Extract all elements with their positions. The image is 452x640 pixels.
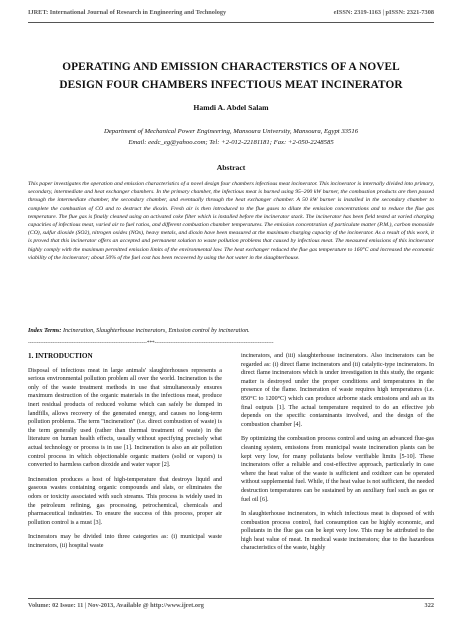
- paragraph: By optimizing the combustion process control and using an advanced flue-gas cleaning system, emissions from municipal waste incineration plants can be kept very low, for many pollutants below verifiable limits [5-10]. These incinerators offer a reliable and cost-effective approach, particularly in case where the heat value of the waste is sufficient and oxidizer can be operated without supplemental fuel. While, if the heat value is not sufficient, the needed destruction temperatures can be sustained by an auxiliary fuel such as gas or fuel oil [6].: [241, 436, 434, 503]
- author-name: Hamdi A. Abdel Salam: [193, 103, 269, 112]
- title-line-2: DESIGN FOUR CHAMBERS INFECTIOUS MEAT INCINERATOR: [59, 79, 403, 91]
- running-footer: [28, 602, 434, 609]
- volume-info: Volume: 02 Issue: 11 | Nov-2013, Available @ http://www.ijret.org: [28, 602, 204, 609]
- affiliation-block: [28, 127, 434, 148]
- index-terms: [28, 328, 434, 334]
- contact-info: Email: eedc_eg@yahoo.com; Tel: +2-012-22181181; Fax: +2-050-2248585: [128, 138, 334, 146]
- paragraph: Disposal of infectious meat in large animals' slaughterhouses represents a serious environmental pollution problem all over the world. Incineration is the only of the waste treatment methods in use that simultaneously ensures maximum destruction of the organic materials in the infectious meat, produce inert residual products of reduced volume which can safely be dumped in landfills, allows recovery of the generated energy, and causes no long-term pollution problems. The term "incineration" (i.e. direct combustion of waste) is the term generally used (rather than thermal treatment of waste) in the literature on human health effects, usually without specifying precisely what actual technology or process is in use [1]. Incineration is also an air pollution control process in which objectionable organic matters (solid or vapors) is converted to harmless carbon dioxide and water vapor [2].: [28, 367, 222, 469]
- paragraph: In slaughterhouse incinerators, in which infectious meat is disposed of with combustion process control, fuel consumption can be highly economic, and pollutants in the flue gas can be kept very low. This may be attributed to the high heat value of meat. In medical waste incinerators; due to the hazardous characteristics of the waste, highly: [241, 511, 434, 552]
- title-line-1: OPERATING AND EMISSION CHARACTERSTICS OF A NOVEL: [62, 61, 400, 73]
- abstract-text: This paper investigates the operation and emission characteristics of a novel design four chambers infectious meat incinerator. This incinerator is internally divided into primary, secondary, intermediate and heat exchanger chambers. In the primary chamber, the infectious meat is burned using 95–200 kW burner, the combustion products are then passed through the intermediate chamber, the secondary chamber, and eventually through the heat exchanger chamber. A 50 kW burner is installed in the secondary chamber to complete the combustion of CO and to destruct the dioxin. Fresh air is then introduced to the flue gases to dilute the emission concentrations and to reduce the flue gas temperature. The flue gas is finally cleaned using an activated coke filter which is installed before the incinerator stack. The incinerator has been field tested at varied charging capacities of infectious meat, varied air to fuel ratios, and different combustion chamber temperatures. The emission concentration of particulate matter (P.M.), carbon monoxide (CO), sulfur dioxide (SO2), nitrogen oxides (NOx), heavy metals, and dioxin have been measured at the maximum charging capacity of the incinerator. As a result of this work, it is proved that this incinerator offers an accepted and permanent solution to waste pollution problems that caused by infectious meat. The measured emissions of this incinerator highly comply with the maximum permitted emission limits of the environmental law. The heat exchanger reduced the flue gas temperature to 160°C and increased the economic viability of the incinerator; about 50% of the fuel cost has been recovered by using the hot water in the slaughterhouse.: [28, 181, 434, 261]
- abstract-heading: Abstract: [216, 163, 246, 172]
- journal-name: IJRET: International Journal of Research in Engineering and Technology: [28, 9, 227, 16]
- section-separator: --------------------------------------------------------------------***--------------------------------------------------------------------: [28, 340, 274, 346]
- page-number: 322: [424, 602, 434, 609]
- index-terms-text: Incineration, Slaughterhouse incinerators, Emission control by incineration.: [61, 328, 250, 334]
- paper-title: [28, 58, 434, 94]
- running-header: [28, 9, 434, 16]
- section-heading: 1. INTRODUCTION: [28, 352, 93, 360]
- index-terms-label: Index Terms:: [28, 328, 62, 334]
- right-column: [241, 352, 434, 559]
- affiliation: Department of Mechanical Power Engineering, Mansoura University, Mansoura, Egypt 33516: [103, 128, 359, 135]
- issn-info: eISSN: 2319-1163 | pISSN: 2321-7308: [333, 9, 434, 16]
- header-rule: [28, 22, 434, 23]
- footer-rule: [28, 598, 434, 599]
- paragraph: incinerators, and (iii) slaughterhouse incinerators. Also incinerators can be regarded as: (i) direct flame incinerators and (ii) catalytic-type incinerators. In direct flame incinerators which is under investigation in this study, the organic matter is destroyed under the proper conditions and temperatures in the presence of the flame. Incineration of waste requires high temperatures (i.e. 850°C to 1200°C) which can produce airborne stack emissions and ash as its final outputs [1]. The actual temperature required to do an effective job depends on the specific contaminants involved, and the design of the combustion chamber [4].: [241, 353, 434, 428]
- paragraph: Incinerators may be divided into three categories as: (i) municipal waste incinerators, (ii) hospital waste: [28, 534, 222, 549]
- left-column: [28, 352, 222, 556]
- paragraph: Incineration produces a host of high-temperature that destroys liquid and gaseous wastes containing organic compounds and slats, or eliminates the odors or toxicity associated with such streams. This process is widely used in the petroleum refining, gas processing, petrochemical, chemicals and pharmaceutical industries. To ensure the success of this process, proper air pollution control is a must [3].: [28, 476, 222, 526]
